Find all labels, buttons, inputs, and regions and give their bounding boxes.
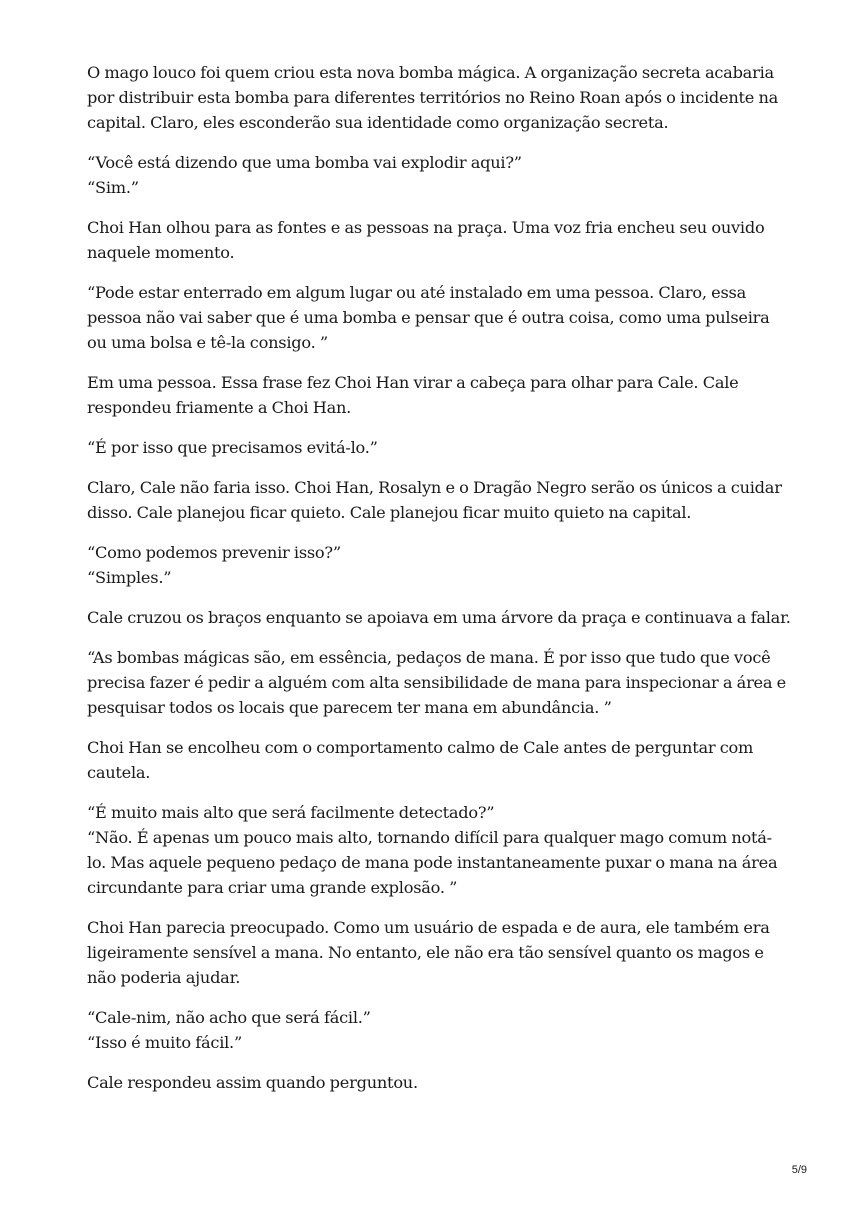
text-line: Choi Han se encolheu com o comportamento calmo de Cale antes de perguntar com bbox=[87, 738, 754, 757]
paragraph bbox=[87, 915, 787, 990]
text-line: respondeu friamente a Choi Han. bbox=[87, 398, 352, 417]
page-number: 5/9 bbox=[791, 1164, 807, 1176]
text-line: Choi Han olhou para as fontes e as pessoas na praça. Uma voz fria encheu seu ouvido bbox=[87, 218, 765, 237]
text-line: Claro, Cale não faria isso. Choi Han, Rosalyn e o Dragão Negro serão os únicos a cuidar bbox=[87, 478, 782, 497]
text-line: “Como podemos prevenir isso?” bbox=[87, 543, 341, 562]
paragraph bbox=[87, 735, 787, 785]
text-line: cautela. bbox=[87, 763, 151, 782]
paragraph bbox=[87, 150, 787, 200]
text-line: “Pode estar enterrado em algum lugar ou até instalado em uma pessoa. Claro, essa bbox=[87, 283, 746, 302]
text-line: Choi Han parecia preocupado. Como um usuário de espada e de aura, ele também era bbox=[87, 918, 770, 937]
text-line: “Não. É apenas um pouco mais alto, tornando difícil para qualquer mago comum notá- bbox=[87, 828, 772, 847]
text-line: Cale cruzou os braços enquanto se apoiava em uma árvore da praça e continuava a falar. bbox=[87, 608, 791, 627]
paragraph bbox=[87, 800, 787, 900]
text-line: ou uma bolsa e tê-la consigo. ” bbox=[87, 333, 328, 352]
text-line: capital. Claro, eles esconderão sua identidade como organização secreta. bbox=[87, 113, 669, 132]
paragraph bbox=[87, 645, 787, 720]
paragraph bbox=[87, 370, 787, 420]
text-line: “Cale-nim, não acho que será fácil.” bbox=[87, 1008, 371, 1027]
text-line: Cale respondeu assim quando perguntou. bbox=[87, 1073, 418, 1092]
text-line: O mago louco foi quem criou esta nova bomba mágica. A organização secreta acabaria bbox=[87, 63, 774, 82]
paragraph bbox=[87, 1005, 787, 1055]
paragraph bbox=[87, 435, 787, 460]
text-line: disso. Cale planejou ficar quieto. Cale planejou ficar muito quieto na capital. bbox=[87, 503, 692, 522]
paragraph bbox=[87, 1070, 787, 1095]
text-line: não poderia ajudar. bbox=[87, 968, 241, 987]
text-line: circundante para criar uma grande explosão. ” bbox=[87, 878, 458, 897]
paragraph bbox=[87, 280, 787, 355]
text-line: lo. Mas aquele pequeno pedaço de mana pode instantaneamente puxar o mana na área bbox=[87, 853, 778, 872]
text-line: “É muito mais alto que será facilmente detectado?” bbox=[87, 803, 495, 822]
paragraph bbox=[87, 475, 787, 525]
paragraph bbox=[87, 215, 787, 265]
paragraph bbox=[87, 60, 787, 135]
text-line: “As bombas mágicas são, em essência, pedaços de mana. É por isso que tudo que você bbox=[87, 648, 771, 667]
paragraph bbox=[87, 605, 791, 630]
text-line: por distribuir esta bomba para diferentes territórios no Reino Roan após o incidente na bbox=[87, 88, 779, 107]
paragraph bbox=[87, 540, 787, 590]
text-line: “Isso é muito fácil.” bbox=[87, 1033, 242, 1052]
document-body bbox=[87, 60, 791, 1110]
text-line: naquele momento. bbox=[87, 243, 235, 262]
text-line: “Você está dizendo que uma bomba vai explodir aqui?” bbox=[87, 153, 522, 172]
text-line: Em uma pessoa. Essa frase fez Choi Han virar a cabeça para olhar para Cale. Cale bbox=[87, 373, 739, 392]
text-line: “É por isso que precisamos evitá-lo.” bbox=[87, 438, 378, 457]
text-line: “Sim.” bbox=[87, 178, 139, 197]
text-line: “Simples.” bbox=[87, 568, 172, 587]
text-line: pessoa não vai saber que é uma bomba e pensar que é outra coisa, como uma pulseira bbox=[87, 308, 770, 327]
text-line: ligeiramente sensível a mana. No entanto, ele não era tão sensível quanto os magos e bbox=[87, 943, 764, 962]
text-line: precisa fazer é pedir a alguém com alta sensibilidade de mana para inspecionar a área e bbox=[87, 673, 787, 692]
text-line: pesquisar todos os locais que parecem ter mana em abundância. ” bbox=[87, 698, 612, 717]
